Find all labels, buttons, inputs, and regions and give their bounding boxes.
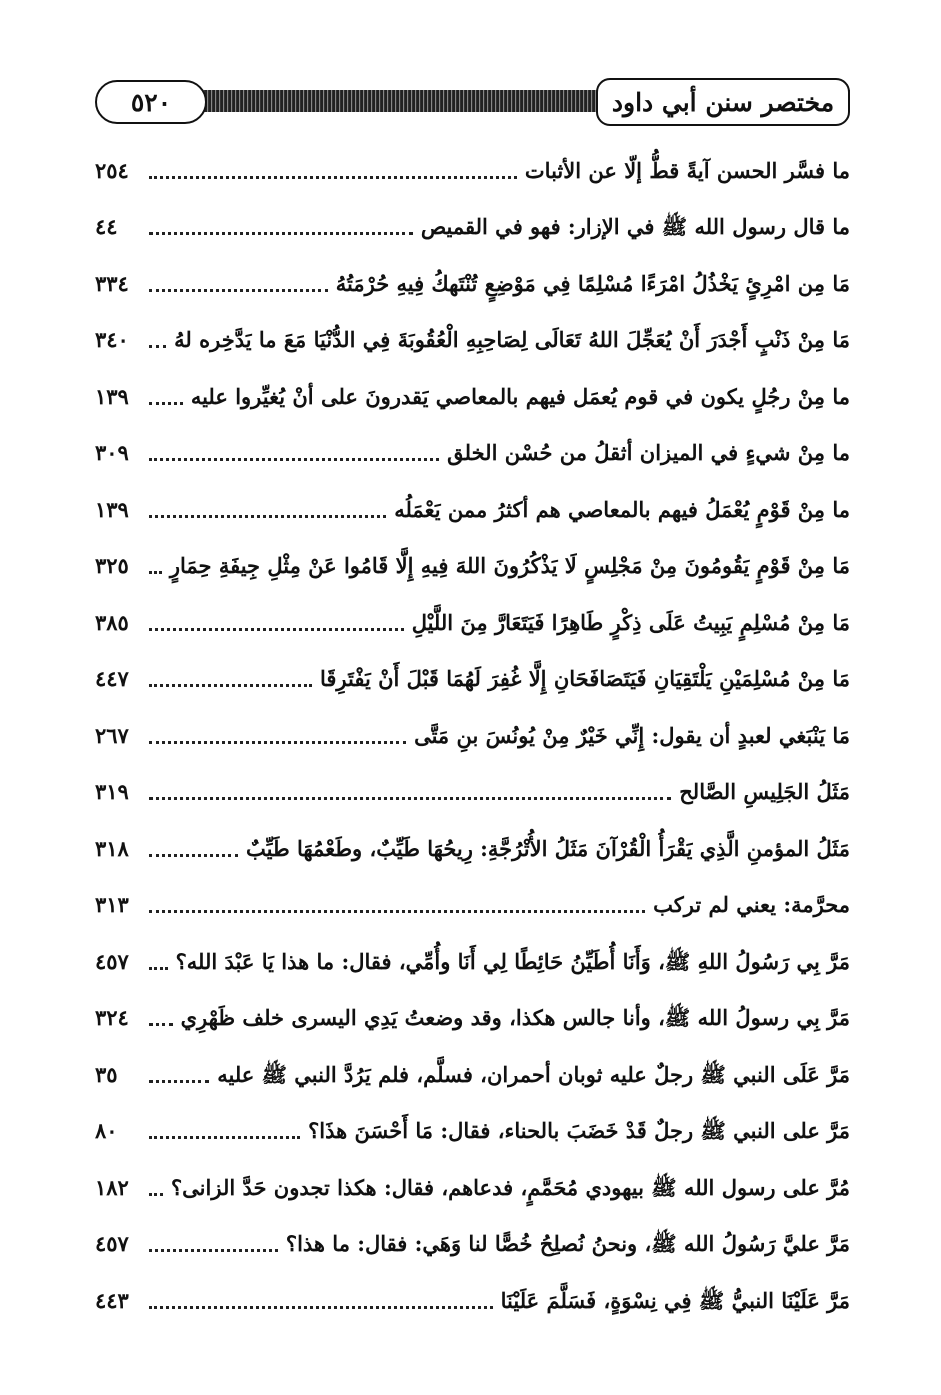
index-entry	[95, 1202, 850, 1259]
entry-text: ما مِنْ شيءٍ في الميزان أثقلُ من حُسْن الخلق	[447, 440, 850, 465]
entry-text: مَرَّ بِي رَسُولُ اللهِ ﷺ، وَأَنَا أُطَيِّنُ حَائِطًا لِي أَنَا وأُمِّي، فقال: ما هذا يَا عَبْدَ الله؟	[175, 948, 850, 974]
dot-leader	[149, 910, 645, 913]
entry-text: مَرَّ عَلَى النبي ﷺ رجلٌ عليه ثوبان أحمران، فسلَّم، فلم يَرُدَّ النبي ﷺ عليه	[217, 1061, 850, 1087]
index-entry	[95, 750, 850, 807]
entry-text: مَرَّ على النبي ﷺ رجلٌ قَدْ خَضَبَ بالحناء، فقال: مَا أَحْسَنَ هذَا؟	[308, 1118, 850, 1143]
entry-page-number: ٢٥٤	[95, 157, 129, 183]
entry-text: مَا مِنْ ذَنْبٍ أَجْدَرَ أَنْ يُعَجِّلَ اللهُ تَعَالَى لِصَاحِبِهِ الْعُقُوبَةَ فِي الدُّنْيَا مَعَ ما يَدَّخِره لهُ	[174, 327, 850, 352]
entry-text: ما مِنْ قَوْمٍ يُعْمَلُ فيهم بالمعاصي هم أكثرُ ممن يَعْمَلُه	[394, 496, 850, 522]
index-entry	[95, 1089, 850, 1146]
index-entry	[95, 637, 850, 694]
page-header	[95, 78, 850, 126]
index-entry	[95, 128, 850, 185]
entry-page-number: ٤٥٧	[95, 948, 129, 974]
dot-leader	[149, 1136, 300, 1139]
dot-leader	[149, 628, 404, 631]
index-entry	[95, 354, 850, 411]
index-entry	[95, 580, 850, 637]
entry-page-number: ٣١٩	[95, 779, 129, 804]
dot-leader	[149, 741, 406, 744]
index-entry	[95, 1032, 850, 1089]
entry-page-number: ٣٤٠	[95, 327, 129, 352]
entry-text: مَثَلُ المؤمنِ الَّذِي يَقْرَأُ الْقُرْآنَ مَثَلُ الأُتْرُجَّةِ: رِيحُهَا طَيِّبٌ، وطَعْمُهَا طَيِّبٌ	[245, 835, 850, 861]
dot-leader	[149, 967, 168, 970]
index-entry	[95, 693, 850, 750]
dot-leader	[149, 345, 166, 348]
index-entry	[95, 467, 850, 524]
entry-text: مَا مِنْ مُسْلِمٍ يَبِيتُ عَلَى ذِكْرٍ طَاهِرًا فَيَتَعَارَّ مِنَ اللَّيْلِ	[411, 609, 850, 635]
dot-leader	[149, 289, 328, 292]
dot-leader	[149, 1080, 209, 1083]
dot-leader	[149, 515, 386, 518]
entry-page-number: ٤٤	[95, 214, 118, 239]
index-entry	[95, 298, 850, 355]
index-entry	[95, 411, 850, 468]
index-entry	[95, 976, 850, 1033]
book-title: مختصر سنن أبي داود	[596, 78, 850, 126]
entry-text: مَا مِنْ مُسْلِمَيْنِ يَلْتَقِيَانِ فَيَتَصَافَحَانِ إِلَّا غُفِرَ لَهُمَا قَبْلَ أَنْ يَفْتَرِقَا	[319, 666, 850, 691]
entry-page-number: ٣٣٤	[95, 270, 129, 296]
entry-page-number: ٤٤٧	[95, 666, 129, 691]
dot-leader	[149, 854, 238, 857]
entry-text: مُرَّ على رسول الله ﷺ بيهودي مُحَمَّمٍ، فدعاهم، فقال: هكذا تجدون حَدَّ الزانى؟	[171, 1174, 850, 1200]
entry-text: ما مِنْ رجُلٍ يكون في قوم يُعمَل فيهم بالمعاصي يَقدرونَ على أنْ يُغيِّروا عليه	[190, 383, 850, 409]
index-list	[95, 128, 850, 1315]
index-entry	[95, 1145, 850, 1202]
index-entry	[95, 1258, 850, 1315]
entry-page-number: ٣١٨	[95, 835, 129, 861]
entry-text: ما قال رسول الله ﷺ في الإزار: فهو في القميص	[420, 214, 850, 239]
entry-page-number: ٤٥٧	[95, 1231, 129, 1256]
entry-text: ما فسَّر الحسن آيةً قطُّ إلّا عن الأثبات	[524, 157, 850, 183]
page-number: ٥٢٠	[95, 80, 207, 124]
dot-leader	[149, 1023, 173, 1026]
dot-leader	[149, 232, 413, 235]
entry-text: مَا مِن امْرِئٍ يَخْذُلُ امْرَءًا مُسْلِمًا فِي مَوْضِعٍ تُنْتَهكُ فِيهِ حُرْمَتُهُ	[335, 270, 850, 296]
entry-page-number: ١٣٩	[95, 383, 129, 409]
entry-page-number: ٣٢٤	[95, 1005, 129, 1030]
entry-page-number: ٣٨٥	[95, 609, 129, 635]
dot-leader	[149, 1193, 163, 1196]
dot-leader	[149, 458, 439, 461]
entry-page-number: ٣٥	[95, 1061, 118, 1087]
entry-page-number: ١٨٢	[95, 1174, 129, 1200]
dot-leader	[149, 684, 312, 687]
entry-text: مَا مِنْ قَوْمٍ يَقُومُونَ مِنْ مَجْلِسٍ لَا يَذْكُرُونَ اللهَ فِيهِ إِلَّا قَامُوا عَنْ مِثْلِ جِيفَةِ حِمَارٍ	[169, 553, 850, 578]
entry-page-number: ٣٠٩	[95, 440, 129, 465]
entry-page-number: ٢٦٧	[95, 722, 129, 748]
entry-text: مَثَلُ الجَلِيسِ الصَّالح	[679, 779, 850, 804]
dot-leader	[149, 571, 162, 574]
dot-leader	[149, 176, 517, 179]
entry-text: مَا يَنْبَغي لعبدٍ أن يقول: إِنِّي خَيْرٌ مِنْ يُونُسَ بنِ مَتَّى	[414, 722, 850, 748]
index-entry	[95, 185, 850, 242]
entry-page-number: ٨٠	[95, 1118, 118, 1143]
dot-leader	[149, 1249, 278, 1252]
entry-page-number: ١٣٩	[95, 496, 129, 522]
entry-text: مَرَّ بِي رسولُ الله ﷺ، وأنا جالس هكذا، وقد وضعتُ يَدِي اليسرى خلف ظَهْرِي	[180, 1005, 850, 1030]
entry-page-number: ٣٢٥	[95, 553, 129, 578]
entry-text: مَرَّ عَلَيْنَا النبيُّ ﷺ فِي نِسْوَةٍ، فَسَلَّمَ عَلَيْنَا	[500, 1287, 850, 1313]
entry-text: محرَّمة: يعني لم تركب	[653, 892, 850, 917]
entry-page-number: ٤٤٣	[95, 1287, 129, 1313]
dot-leader	[149, 1306, 493, 1309]
entry-text: مَرَّ عليَّ رَسُولُ الله ﷺ، ونحنُ نُصلِحُ خُصًّا لنا وَهَي: فقال: ما هذا؟	[285, 1231, 850, 1256]
entry-page-number: ٣١٣	[95, 892, 129, 917]
index-entry	[95, 806, 850, 863]
index-entry	[95, 919, 850, 976]
index-entry	[95, 241, 850, 298]
dot-leader	[149, 402, 183, 405]
index-entry	[95, 524, 850, 581]
dot-leader	[149, 797, 671, 800]
index-entry	[95, 863, 850, 920]
